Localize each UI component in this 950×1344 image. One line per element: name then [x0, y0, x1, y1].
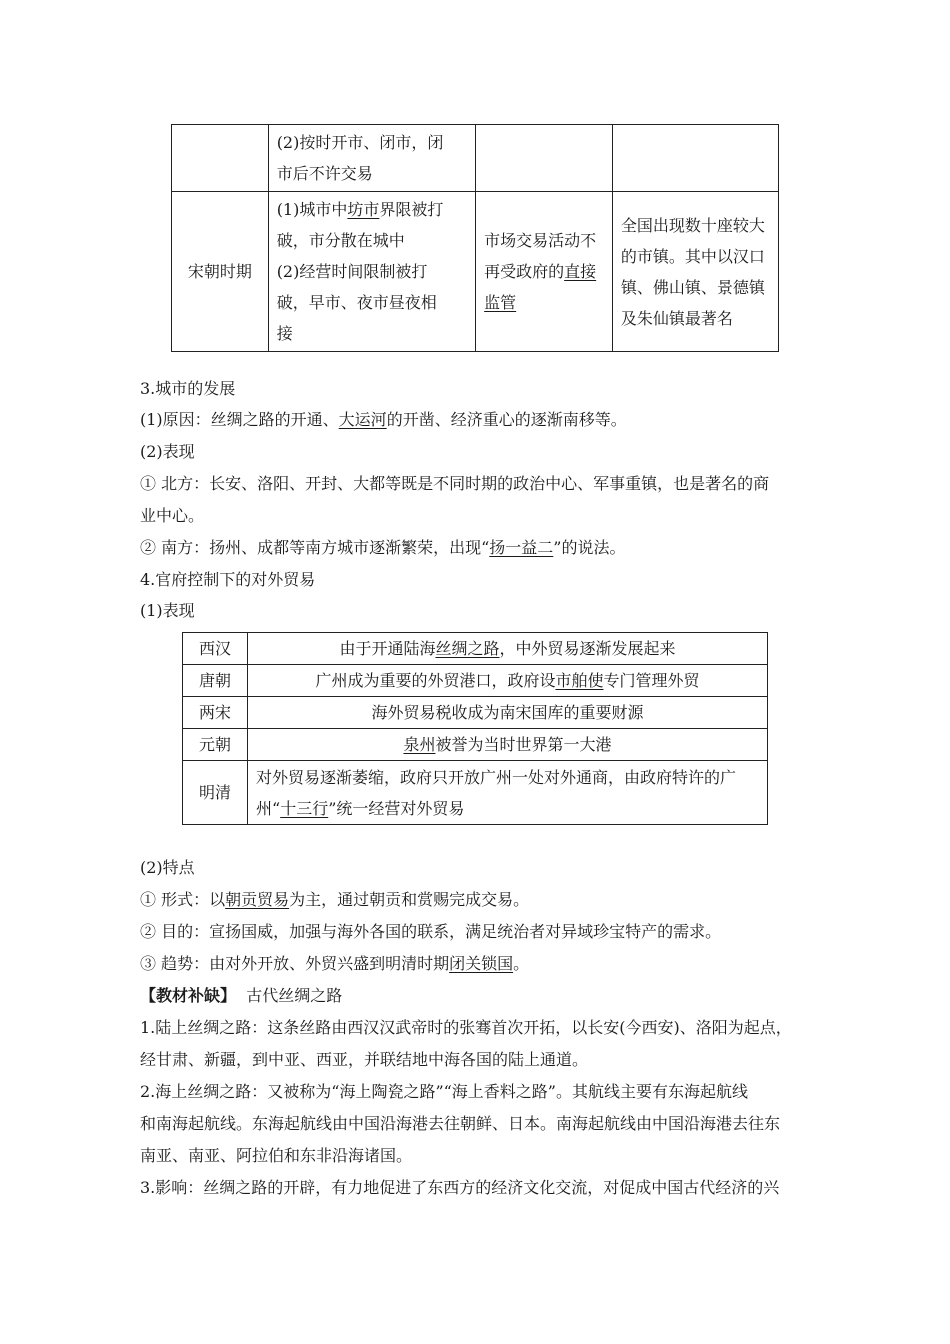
text-line: 破，早市、夜市昼夜相 [276, 293, 437, 312]
table-row [183, 729, 768, 761]
table-row [172, 125, 779, 192]
description-cell: 海外贸易税收成为南宋国库的重要财源 [248, 697, 768, 729]
section-heading: 4.官府控制下的对外贸易 [140, 570, 316, 589]
description-cell: 广州成为重要的外贸港口，政府设市舶使专门管理外贸 [248, 665, 768, 697]
paragraph: (2)特点 [140, 858, 195, 877]
supplement-tag: 【教材补缺】 [140, 986, 237, 1005]
market-feature-cell [268, 192, 475, 352]
paragraph: ① 北方：长安、洛阳、开封、大都等既是不同时期的政治中心、军事重镇，也是著名的商 [140, 474, 770, 493]
key-term: 坊市 [347, 200, 380, 219]
paragraph: 经甘肃、新疆，到中亚、西亚，并联结地中海各国的陆上通道。 [140, 1050, 589, 1069]
text-line: 市场交易活动不 [484, 231, 597, 250]
key-term: 闭关锁国 [449, 954, 514, 973]
key-term: 市舶使 [555, 671, 604, 690]
town-cell [612, 192, 778, 352]
paragraph: 和南海起航线。东海起航线由中国沿海港去往朝鲜、日本。南海起航线由中国沿海港去往东 [140, 1114, 781, 1133]
key-term: 扬一益二 [489, 538, 554, 557]
supervision-cell [476, 192, 613, 352]
table-row [183, 697, 768, 729]
table-row [183, 665, 768, 697]
period-cell: 西汉 [183, 633, 248, 665]
period-cell: 唐朝 [183, 665, 248, 697]
paragraph: ③ 趋势：由对外开放、外贸兴盛到明清时期闭关锁国。 [140, 954, 530, 973]
period-cell: 宋朝时期 [172, 192, 269, 352]
text-line: 的市镇。其中以汉口 [620, 246, 765, 266]
text-line: (2)经营时间限制被打 [276, 262, 428, 281]
key-term: 朝贡贸易 [225, 890, 290, 909]
key-term: 监管 [484, 293, 517, 312]
foreign-trade-table [182, 632, 768, 825]
market-feature-cell [268, 125, 475, 192]
text-line: 市后不许交易 [276, 164, 373, 183]
key-term: 丝绸之路 [435, 639, 500, 658]
supplement-title: 古代丝绸之路 [246, 986, 343, 1005]
paragraph: (2)表现 [140, 442, 195, 461]
supplement-heading [140, 985, 830, 1007]
paragraph: 3.影响：丝绸之路的开辟，有力地促进了东西方的经济文化交流，对促成中国古代经济的兴 [140, 1178, 780, 1197]
key-term: 大运河 [338, 410, 387, 429]
text-line: (1)城市中坊市界限被打 [276, 200, 444, 219]
paragraph: (1)表现 [140, 601, 195, 620]
key-term: 泉州 [403, 735, 436, 754]
paragraph: ② 南方：扬州、成都等南方城市逐渐繁荣，出现“扬一益二”的说法。 [140, 538, 626, 557]
town-cell [612, 125, 778, 192]
paragraph: ① 形式：以朝贡贸易为主，通过朝贡和赏赐完成交易。 [140, 890, 530, 909]
description-cell [248, 761, 768, 825]
description-cell: 泉州被誉为当时世界第一大港 [248, 729, 768, 761]
text-line [484, 287, 604, 318]
paragraph: 1.陆上丝绸之路：这条丝路由西汉汉武帝时的张骞首次开拓，以长安(今西安)、洛阳为起点， [140, 1018, 792, 1037]
period-cell: 明清 [183, 761, 248, 825]
period-cell: 两宋 [183, 697, 248, 729]
text-line: (2)按时开市、闭市，闭 [276, 133, 444, 152]
paragraph: 2.海上丝绸之路：又被称为“海上陶瓷之路”“海上香料之路”。其航线主要有东海起航线 [140, 1082, 748, 1101]
text-line: 对外贸易逐渐萎缩，政府只开放广州一处对外通商，由政府特许的广 [256, 767, 737, 787]
period-market-table [171, 124, 779, 352]
paragraph: 业中心。 [140, 506, 205, 525]
text-line: 镇、佛山镇、景德镇 [620, 277, 765, 297]
paragraph: 南亚、南亚、阿拉伯和东非沿海诸国。 [140, 1146, 413, 1165]
supervision-cell [476, 125, 613, 192]
text-line: 州“十三行”统一经营对外贸易 [256, 798, 465, 818]
key-term: 直接 [564, 262, 597, 281]
section-heading: 3.城市的发展 [140, 379, 236, 398]
text-line: 及朱仙镇最著名 [620, 308, 733, 328]
text-line: 接 [276, 324, 293, 343]
description-cell: 由于开通陆海丝绸之路，中外贸易逐渐发展起来 [248, 633, 768, 665]
table-row [183, 633, 768, 665]
text-line: 再受政府的直接 [484, 262, 597, 281]
key-term: 十三行 [280, 798, 329, 818]
table-row [172, 192, 779, 352]
text-line: 全国出现数十座较大 [620, 215, 765, 235]
text-line: 破，市分散在城中 [276, 231, 405, 250]
period-cell: 元朝 [183, 729, 248, 761]
paragraph: ② 目的：宣扬国威，加强与海外各国的联系，满足统治者对异域珍宝特产的需求。 [140, 922, 722, 941]
period-cell [172, 125, 269, 192]
table-row [183, 761, 768, 825]
paragraph: (1)原因：丝绸之路的开通、大运河的开凿、经济重心的逐渐南移等。 [140, 410, 627, 429]
